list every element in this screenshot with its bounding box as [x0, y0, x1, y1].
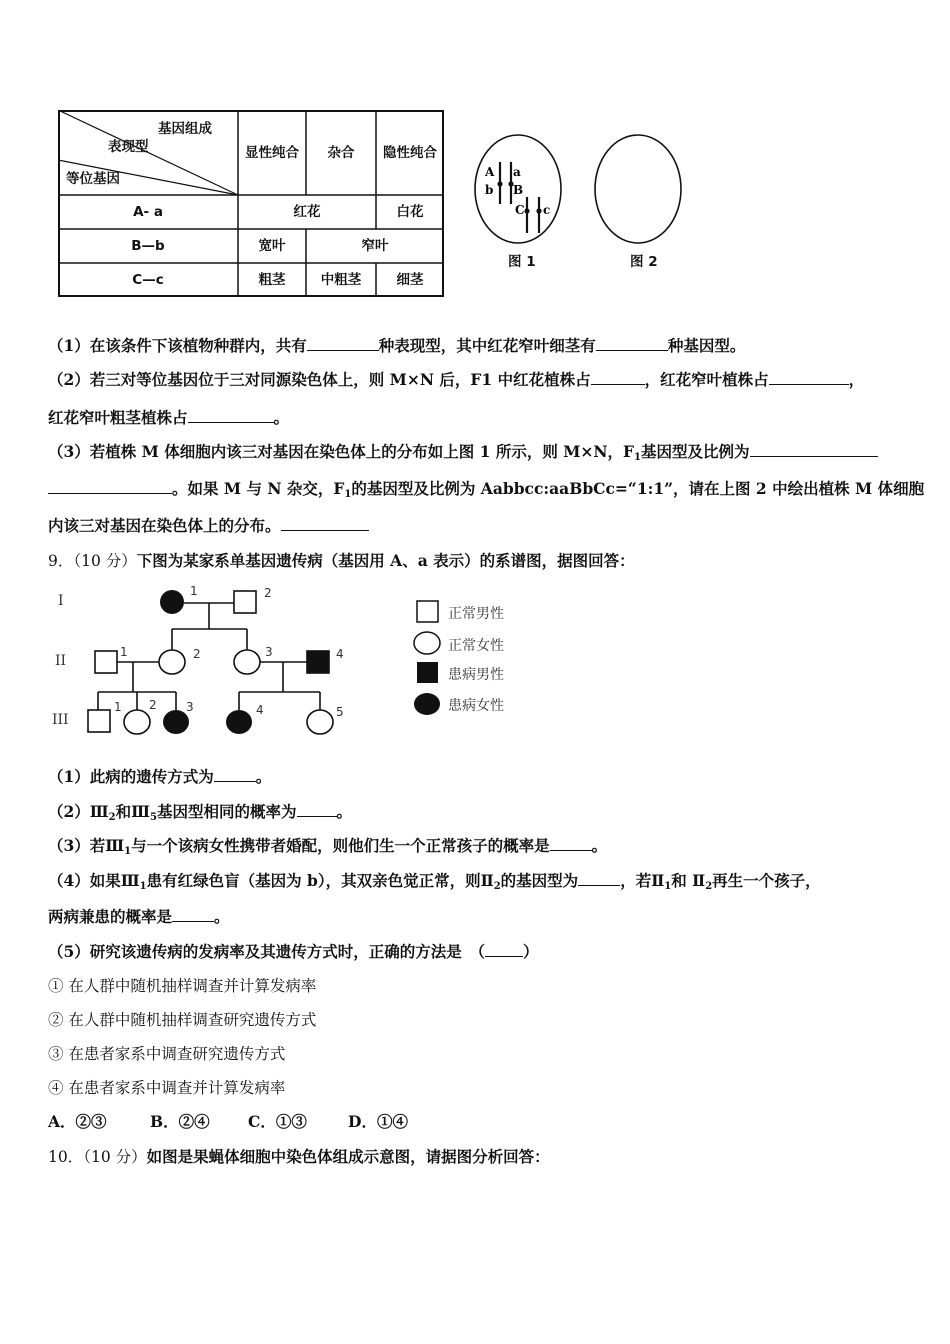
ped-II3-normal-female — [234, 650, 260, 674]
q9-s2: （2）Ⅲ2和Ⅲ5基因型相同的概率为 。 — [48, 802, 353, 823]
num-II1: 1 — [120, 645, 128, 659]
q9-item-4: ④ 在患者家系中调查并计算发病率 — [48, 1079, 286, 1097]
q8-part3-cont: 。如果 M 与 N 杂交，F1的基因型及比例为 Aabbcc:aaBbCc=“1:1”，请在上图 2 中绘出植株 M 体细胞 — [48, 479, 924, 502]
q9-s3: （3）若Ⅲ1与一个该病女性携带者婚配，则他们生一个正常孩子的概率是 。 — [48, 836, 608, 857]
ped-III2-normal-female — [124, 710, 150, 734]
cell-figures — [470, 132, 700, 252]
gene-B: B — [513, 183, 524, 197]
row-c-thick: 粗茎 — [258, 272, 286, 288]
gene-a: a — [513, 165, 521, 179]
row-a-red: 红花 — [293, 204, 321, 220]
col-dominant: 显性纯合 — [245, 145, 299, 161]
row-b-narrow: 窄叶 — [361, 238, 389, 254]
header-allele: 等位基因 — [66, 171, 120, 187]
q9-s4: （4）如果Ⅲ1患有红绿色盲（基因为 b），其双亲色觉正常，则Ⅱ2的基因型为 ，若Ⅱ1和 Ⅱ2再生一个孩子， — [48, 871, 821, 892]
header-phenotype: 表现型 — [108, 139, 149, 155]
ped-III4-affected-female — [226, 710, 252, 734]
q9-s4-cont: 两病兼患的概率是 。 — [48, 907, 230, 926]
legend-normal-female: 正常女性 — [448, 638, 504, 654]
gene-table — [58, 110, 444, 297]
q8-part3-end: 内该三对基因在染色体上的分布。 — [48, 516, 369, 536]
q10-title: 10．（10 分）如图是果蝇体细胞中染色体组成示意图，请据图分析回答： — [48, 1147, 550, 1166]
legend-affected-male-symbol — [417, 662, 438, 683]
num-III5: 5 — [336, 705, 344, 719]
gen-label-III: III — [52, 712, 69, 728]
q9-choice-a: A．②③ — [48, 1112, 107, 1131]
q9-choice-d: D．①④ — [348, 1112, 408, 1131]
row-c-medium: 中粗茎 — [320, 272, 362, 288]
pedigree-chart — [48, 582, 378, 742]
num-I2: 2 — [264, 586, 272, 600]
gene-c: c — [543, 203, 551, 217]
row-b-wide: 宽叶 — [258, 238, 286, 254]
pedigree-legend-symbols — [410, 596, 450, 721]
row-b-allele: B—b — [131, 238, 165, 254]
gene-C: C — [515, 203, 525, 217]
num-III2: 2 — [149, 698, 157, 712]
q9-s5: （5）研究该遗传病的发病率及其遗传方式时，正确的方法是 （ ） — [48, 942, 539, 961]
legend-normal-female-symbol — [414, 632, 440, 654]
legend-normal-male-symbol — [417, 601, 438, 622]
ped-II4-affected-male — [307, 651, 329, 673]
ped-II2-normal-female — [159, 650, 185, 674]
q9-item-2: ② 在人群中随机抽样调查研究遗传方式 — [48, 1011, 317, 1029]
fig2-cell-outline — [595, 135, 681, 243]
col-recessive: 隐性纯合 — [383, 145, 437, 161]
q8-part3: （3）若植株 M 体细胞内该三对基因在染色体上的分布如上图 1 所示，则 M×N，F1基因型及比例为 — [48, 442, 878, 465]
ped-III5-normal-female — [307, 710, 333, 734]
legend-normal-male: 正常男性 — [448, 606, 504, 622]
gen-label-I: I — [58, 593, 64, 609]
num-III4: 4 — [256, 703, 264, 717]
q8-part2-cont: 红花窄叶粗茎植株占 。 — [48, 408, 290, 427]
gene-A: A — [485, 165, 495, 179]
q9-item-3: ③ 在患者家系中调查研究遗传方式 — [48, 1045, 286, 1063]
fig2-label: 图 2 — [630, 254, 658, 270]
q9-s1: （1）此病的遗传方式为 。 — [48, 767, 272, 786]
ped-III1-normal-male — [88, 710, 110, 732]
ped-I1-affected-female — [160, 590, 184, 614]
q9-title: 9．（10 分）下图为某家系单基因遗传病（基因用 A、a 表示）的系谱图，据图回答： — [48, 551, 635, 570]
gene-b: b — [485, 183, 494, 197]
num-II4: 4 — [336, 647, 344, 661]
q9-item-1: ① 在人群中随机抽样调查并计算发病率 — [48, 977, 317, 995]
legend-affected-female-symbol — [414, 693, 440, 715]
col-hetero: 杂合 — [327, 145, 355, 161]
num-III1: 1 — [114, 700, 122, 714]
q8-part2: （2）若三对等位基因位于三对同源染色体上，则 M×N 后，F1 中红花植株占 ，红花窄叶植株占 ， — [48, 370, 865, 389]
legend-affected-female: 患病女性 — [448, 698, 504, 714]
row-a-allele: A- a — [133, 204, 163, 220]
row-a-white: 白花 — [396, 204, 424, 220]
num-II3: 3 — [265, 645, 273, 659]
legend-affected-male: 患病男性 — [448, 667, 504, 683]
num-I1: 1 — [190, 584, 198, 598]
gen-label-II: II — [55, 653, 67, 669]
q9-choice-c: C．①③ — [248, 1112, 307, 1131]
fig1-label: 图 1 — [508, 254, 536, 270]
ped-II1-normal-male — [95, 651, 117, 673]
header-genotype: 基因组成 — [158, 121, 212, 137]
q9-choice-b: B．②④ — [150, 1112, 210, 1131]
row-c-allele: C—c — [132, 272, 164, 288]
row-c-thin: 细茎 — [396, 272, 424, 288]
q8-part1: （1）在该条件下该植物种群内，共有 种表现型，其中红花窄叶细茎有 种基因型。 — [48, 336, 746, 355]
num-II2: 2 — [193, 647, 201, 661]
ped-I2-normal-male — [234, 591, 256, 613]
num-III3: 3 — [186, 700, 194, 714]
